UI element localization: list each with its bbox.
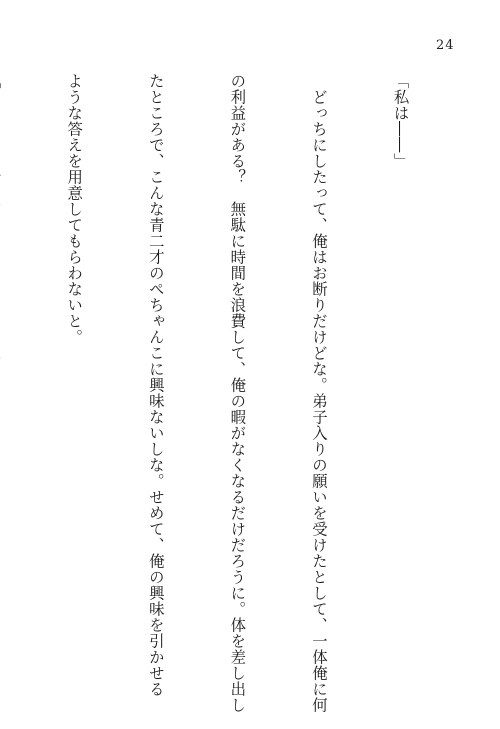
page-number: 24 — [436, 38, 455, 53]
text-column: ような答えを用意してもらわないと。 — [65, 73, 84, 345]
text-column: 「私は――」 — [391, 73, 410, 169]
text-column: の利益がある？ 無駄に時間を浪費して、俺の暇がなくなるだけだろうに。体を差し出し — [228, 73, 247, 713]
text-column: たところで、こんな青二才のぺちゃんこに興味ないしな。せめて、俺の興味を引かせる — [146, 73, 165, 697]
text-column: どっちにしたって、俺はお断りだけどな。弟子入りの願いを受けたとして、一体俺に何 — [309, 73, 328, 713]
vertical-text-body — [0, 73, 468, 713]
text-column — [0, 73, 6, 673]
